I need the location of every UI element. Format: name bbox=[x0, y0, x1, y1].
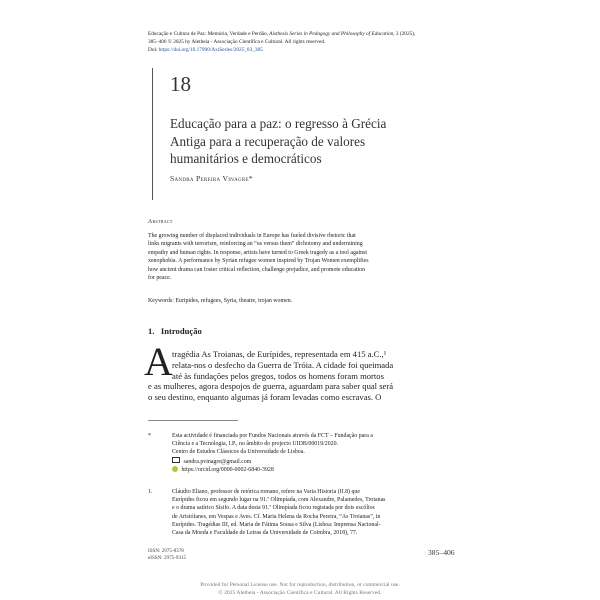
section-heading: 1. Introdução bbox=[148, 326, 202, 336]
footer-copyright: © 2025 Aletheia - Associação Científica e Cultural. All Rights Reserved. bbox=[218, 590, 382, 596]
header-doi: Doi: https://doi.org/10.17990/AxiSeries/2025_03_385 bbox=[148, 47, 263, 53]
footer-license: Provided for Personal License use. Not for reproduction, distribution, or commercial use. bbox=[200, 582, 400, 588]
orcid-line bbox=[172, 466, 456, 474]
drop-cap: A bbox=[144, 339, 173, 384]
abstract-text bbox=[148, 232, 456, 282]
footnote-1 bbox=[148, 488, 456, 537]
chapter-number: 18 bbox=[170, 72, 191, 96]
footnote-line: Eurípides ficou em segundo lugar na 91.ª Olimpíada, com Alexandre, Palamedes, Troianas bbox=[172, 497, 386, 504]
footnote-line: e o drama satírico Sísifo. A data desta 91.ª Olimpíada ficou registada por dois escólios bbox=[172, 505, 375, 512]
orcid-icon bbox=[172, 466, 178, 472]
issn-block bbox=[148, 548, 186, 562]
abstract-line: how ancient drama can foster critical reflection, challenge prejudice, and promote education bbox=[148, 266, 366, 273]
abstract-line: The growing number of displaced individuals in Europe has fueled divisive rhetoric that bbox=[148, 233, 356, 239]
footnote-line: Cláudio Eliano, professor de retórica romano, refere na Varia Historia (II.8) que bbox=[172, 489, 360, 495]
author-name: Sandra Pereira Vinagre* bbox=[170, 174, 254, 183]
body-line: relata-nos o desfecho da Guerra de Tróia. A cidade foi queimada bbox=[172, 359, 394, 370]
footnote-line: Casa da Moeda e Faculdade de Letras da Universidade de Coimbra, 2018), 77. bbox=[172, 530, 358, 537]
email-line bbox=[172, 457, 456, 466]
footnote-line: Ciência e a Tecnologia, I.P., no âmbito do projecto UIDB/00019/2020. bbox=[172, 441, 339, 448]
footnote-line: Eurípides. Tragédias III, ed. Maria de Fátima Sousa e Silva (Lisboa: Imprensa Nacional- bbox=[172, 521, 381, 528]
orcid-link[interactable]: https://orcid.org/0000-0002-6840-3928 bbox=[181, 466, 274, 473]
footnote-rule bbox=[148, 420, 238, 421]
title-line: Educação para a paz: o regresso à Grécia bbox=[170, 116, 387, 131]
footnote-marker: 1. bbox=[148, 489, 153, 495]
abstract-heading: Abstract bbox=[148, 219, 173, 225]
license-footer bbox=[0, 581, 600, 597]
running-header bbox=[148, 30, 460, 54]
body-line: o seu destino, enquanto algumas já foram levadas como escravas. O bbox=[148, 392, 382, 403]
abstract-line: xenophobia. A performance by Syrian refugee women inspired by Trojan Women exemplifies bbox=[148, 258, 369, 265]
doi-link[interactable]: https://doi.org/10.17990/AxiSeries/2025_03_385 bbox=[158, 47, 263, 53]
body-line: e as mulheres, agora despojos de guerra, aguardam para saber qual será bbox=[148, 381, 394, 392]
abstract-line: empathy and human rights. In response, artists have turned to Greek tragedy as a tool against bbox=[148, 249, 368, 256]
title-line: Antiga para a recuperação de valores bbox=[170, 133, 366, 149]
header-citation: Educação e Cultura de Paz: Memória, Verdade e Perdão, Aisthesis Series in Pedagogy and Philosophy of Education, 3 (2025), bbox=[148, 31, 416, 37]
envelope-icon bbox=[172, 457, 180, 463]
chapter-divider bbox=[152, 68, 153, 200]
abstract-line: for peace. bbox=[148, 275, 172, 282]
issn-electronic: eISSN: 2975-9315 bbox=[148, 555, 187, 561]
abstract-line: links migrants with terrorism, reinforcing an “us versus them” dichotomy and undermining bbox=[148, 241, 363, 248]
footnote-marker: * bbox=[148, 433, 151, 439]
body-line: até às fundações pelos gregos, todos os homens foram mortos bbox=[172, 370, 384, 381]
header-copyright: 385–406 © 2025 by Aletheia - Associação Científica e Cultural. All rights reserved. bbox=[148, 39, 326, 45]
issn-print: ISSN: 2975-8378 bbox=[148, 548, 184, 554]
email-link[interactable]: sandra.pvinagre@gmail.com bbox=[183, 458, 252, 465]
footnote-star bbox=[148, 432, 456, 474]
page-range: 385–406 bbox=[428, 548, 455, 557]
footnote-line: de Aristófanes, em Vespas e Aves. Cf. Maria Helena da Rocha Pereira, “As Troianas”, in bbox=[172, 513, 381, 520]
title-line: humanitários e democráticos bbox=[170, 151, 322, 166]
footnote-line: Centro de Estudos Clássicos da Universidade de Lisboa. bbox=[172, 449, 305, 456]
keywords: Keywords: Euripides, refugees, Syria, theatre, trojan women. bbox=[148, 298, 293, 304]
chapter-title bbox=[170, 115, 460, 168]
body-line: tragédia As Troianas, de Eurípides, representada em 415 a.C.,¹ bbox=[172, 349, 387, 359]
footnote-line: Esta actividade é financiada por Fundos Nacionais através da FCT – Fundação para a bbox=[172, 433, 373, 439]
